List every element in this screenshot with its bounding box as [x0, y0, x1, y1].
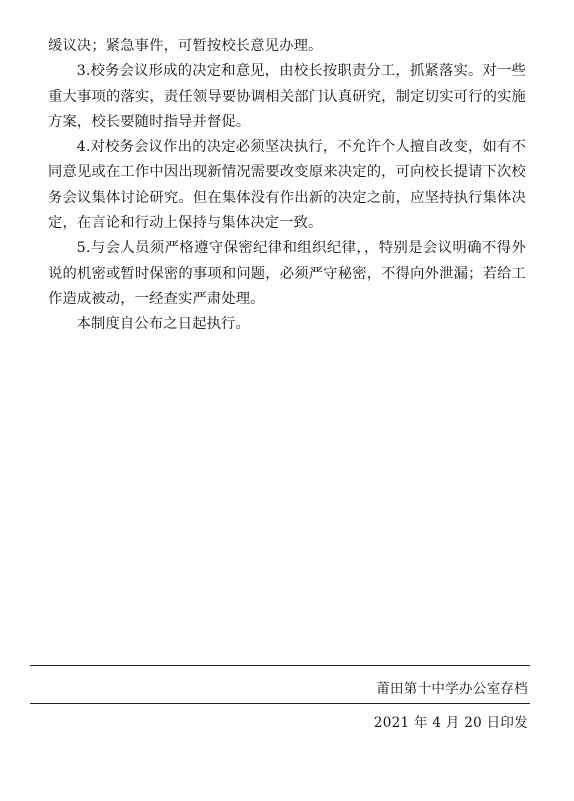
- document-body: [48, 34, 526, 338]
- footer-top-rule: [30, 665, 530, 666]
- footer-archive-note: 莆田第十中学办公室存档: [376, 681, 528, 697]
- paragraph-item-5: 5.与会人员须严格遵守保密纪律和组织纪律，，特别是会议明确不得外说的机密或暂时保密的事项和问题，必须严守秘密，不得向外泄漏；若给工作造成被动，一经查实严肃处理。: [48, 240, 526, 307]
- footer-bottom-rule: [30, 703, 530, 704]
- paragraph-effective-clause: 本制度自公布之日起执行。: [76, 316, 250, 333]
- footer-issue-date: 2021 年 4 月 20 日印发: [373, 715, 528, 731]
- paragraph-item-3: 3.校务会议形成的决定和意见，由校长按职责分工，抓紧落实。对一些重大事项的落实，责任领导要协调相关部门认真研究，制定切实可行的实施方案，校长要随时指导并督促。: [48, 63, 526, 130]
- paragraph-continuation: 缓议决；紧急事件，可暂按校长意见办理。: [48, 38, 323, 54]
- paragraph-item-4: 4.对校务会议作出的决定必须坚决执行，不允许个人擅自改变，如有不同意见或在工作中因出现新情况需要改变原来决定的，可向校长提请下次校务会议集体讨论研究。但在集体没有作出新的决定之前，应坚持执行集体决定，在言论和行动上保持与集体决定一致。: [48, 139, 526, 232]
